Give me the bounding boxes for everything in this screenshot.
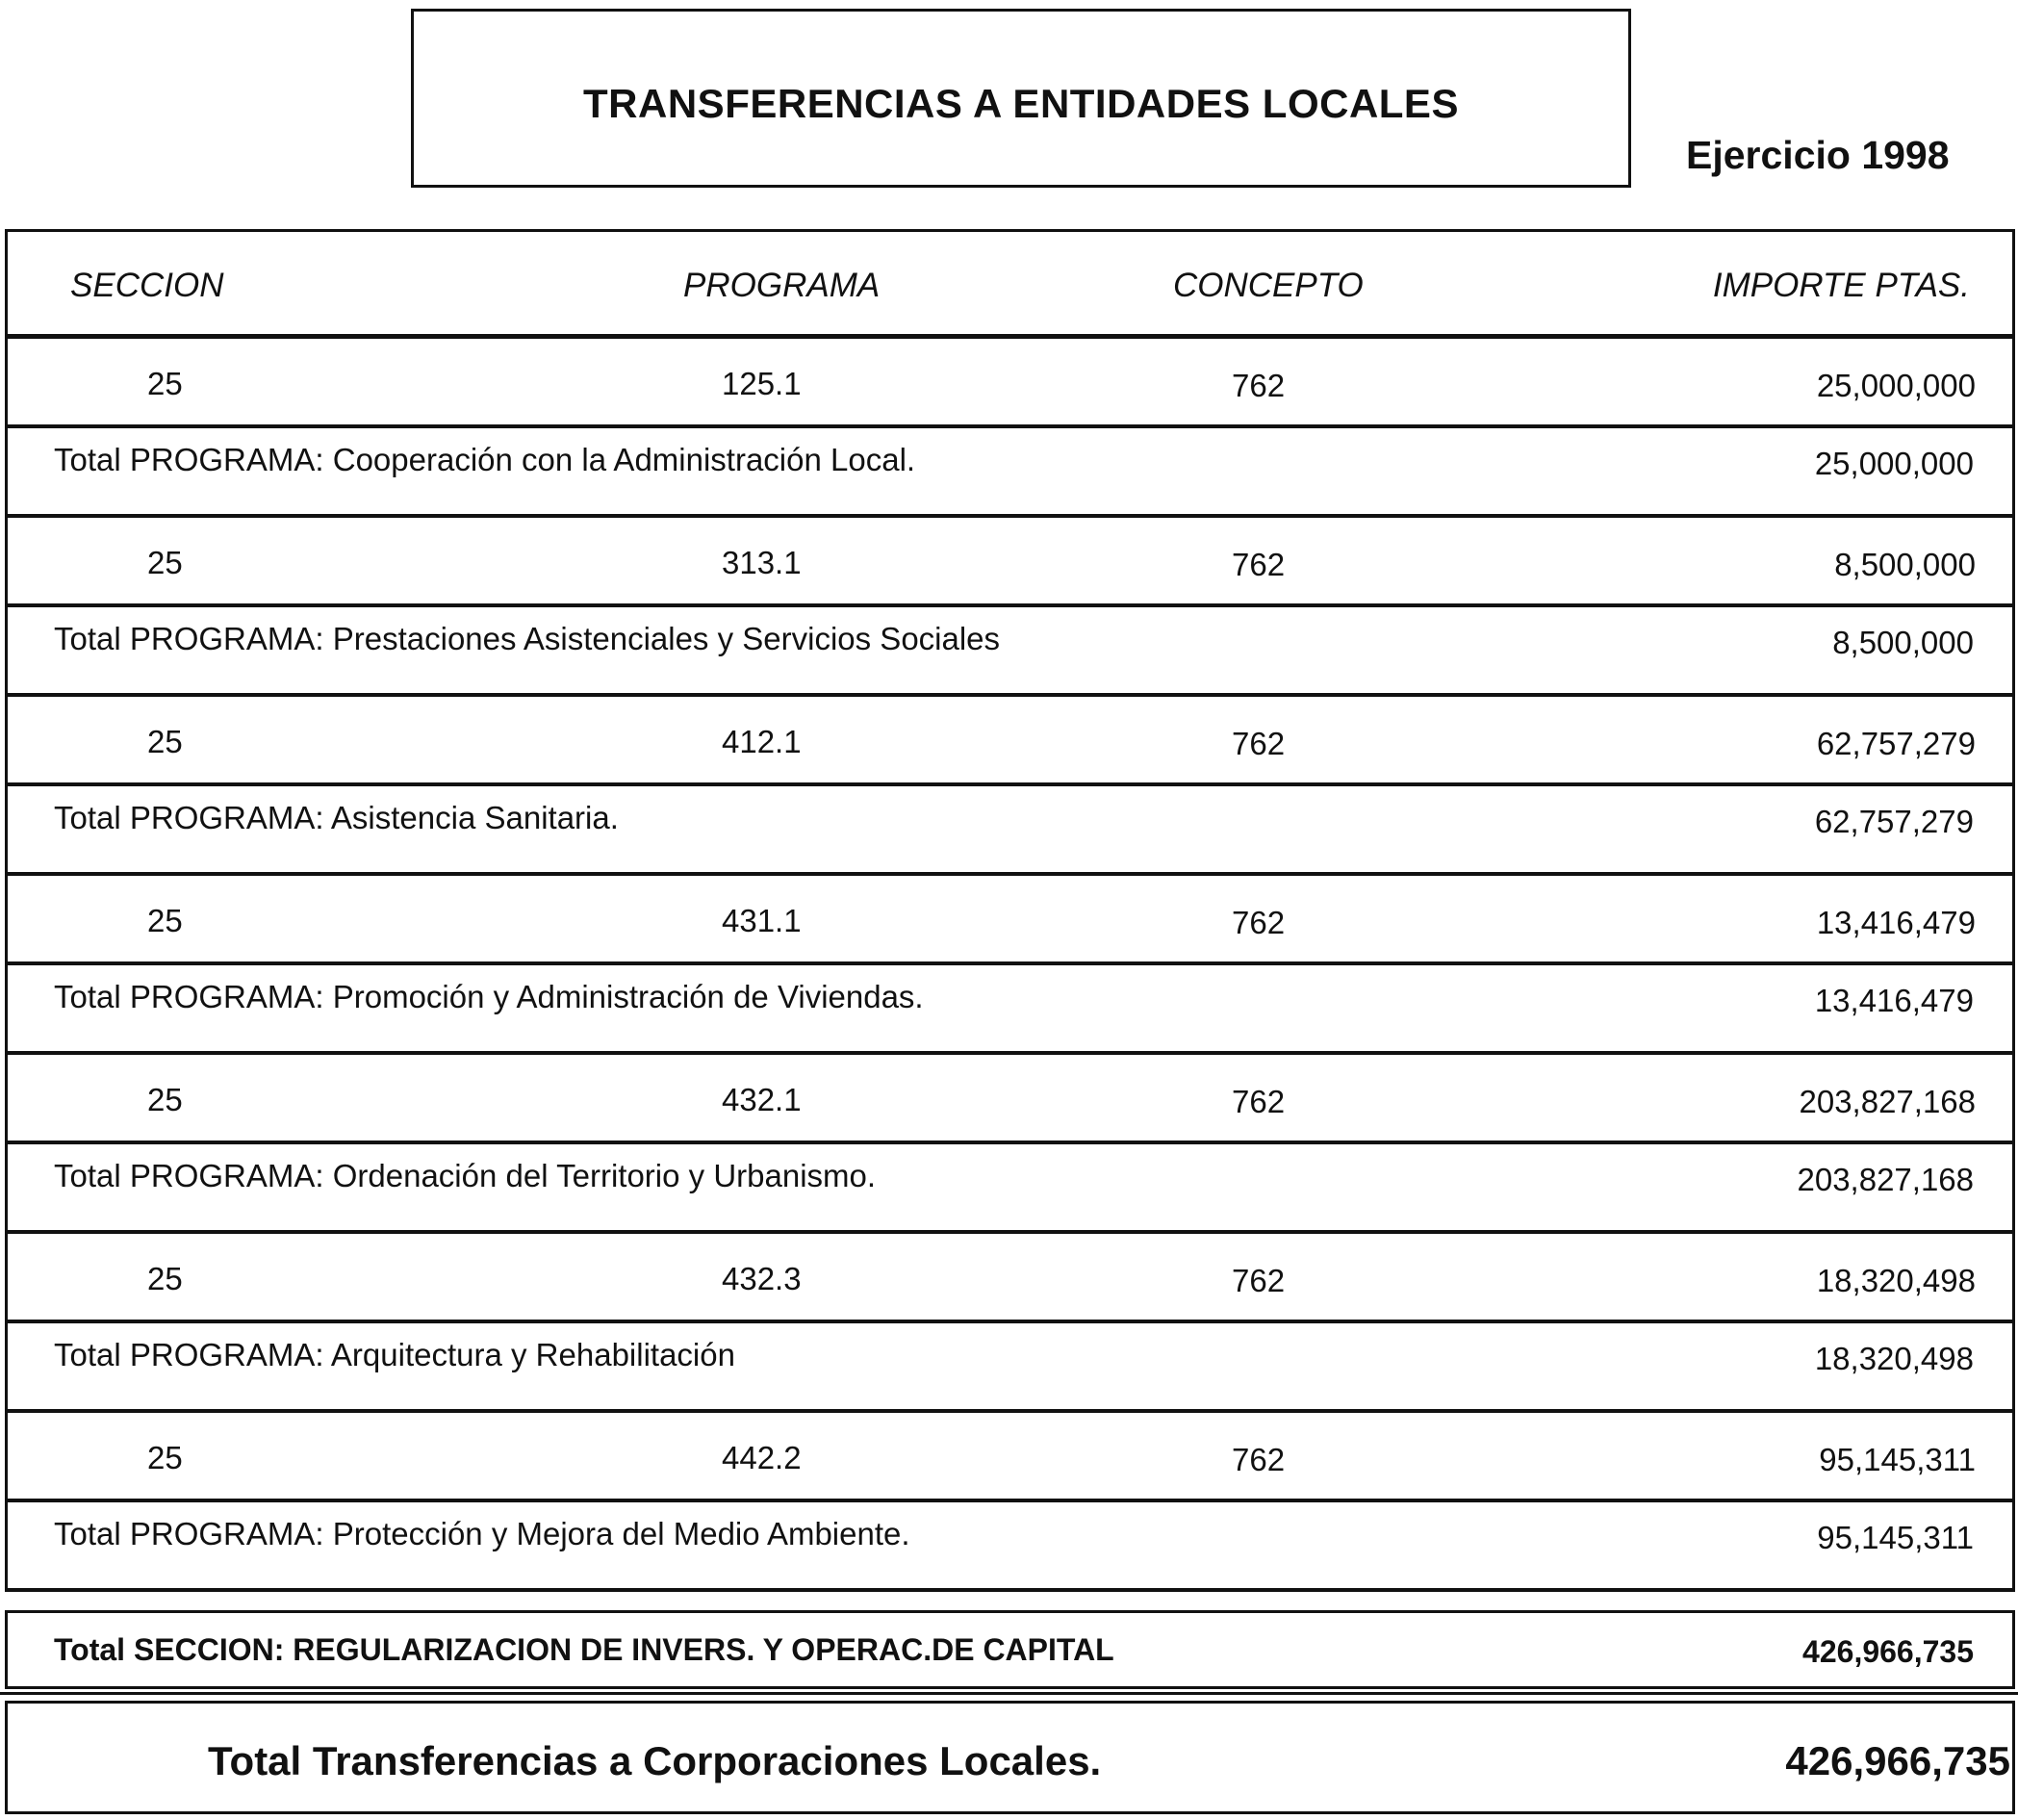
cell-concepto: 762	[1232, 368, 1286, 403]
cell-concepto: 762	[1232, 547, 1286, 582]
program-total-value: 25,000,000	[1814, 446, 1974, 481]
program-total-row	[5, 607, 2015, 697]
grand-total-label: Total Transferencias a Corporaciones Locales.	[208, 1738, 1102, 1783]
document-title: TRANSFERENCIAS A ENTIDADES LOCALES	[583, 81, 1459, 126]
program-total-label: Total PROGRAMA: Protección y Mejora del Medio Ambiente.	[54, 1516, 910, 1551]
program-total-row	[5, 1144, 2015, 1234]
program-total-label: Total PROGRAMA: Arquitectura y Rehabilitación	[54, 1337, 735, 1372]
cell-importe: 13,416,479	[1816, 905, 1976, 940]
header-programa: PROGRAMA	[683, 267, 881, 304]
cell-concepto: 762	[1232, 1442, 1286, 1477]
cell-programa: 313.1	[722, 545, 802, 580]
cell-programa: 431.1	[722, 903, 802, 938]
program-total-value: 13,416,479	[1814, 983, 1974, 1018]
cell-concepto: 762	[1232, 1084, 1286, 1119]
cell-concepto: 762	[1232, 726, 1286, 761]
fiscal-year: Ejercicio 1998	[1686, 133, 1950, 177]
table-row	[5, 697, 2015, 786]
table-row	[5, 339, 2015, 428]
header-seccion: SECCION	[70, 267, 224, 304]
cell-importe: 203,827,168	[1799, 1084, 1976, 1119]
program-total-label: Total PROGRAMA: Ordenación del Territorio y Urbanismo.	[54, 1158, 877, 1193]
program-total-value: 62,757,279	[1814, 804, 1974, 839]
program-total-label: Total PROGRAMA: Cooperación con la Administración Local.	[54, 442, 916, 477]
cell-importe: 18,320,498	[1816, 1263, 1976, 1298]
table-row	[5, 1055, 2015, 1144]
program-total-label: Total PROGRAMA: Asistencia Sanitaria.	[54, 800, 619, 835]
cell-seccion: 25	[147, 903, 183, 938]
cell-seccion: 25	[147, 366, 183, 401]
cell-seccion: 25	[147, 724, 183, 759]
cell-seccion: 25	[147, 1082, 183, 1117]
cell-concepto: 762	[1232, 905, 1286, 940]
program-total-row	[5, 1502, 2015, 1592]
title-box	[411, 9, 1631, 188]
program-total-label: Total PROGRAMA: Promoción y Administración de Viviendas.	[54, 979, 924, 1014]
divider	[0, 1692, 2018, 1695]
table-row	[5, 518, 2015, 607]
program-total-value: 203,827,168	[1797, 1162, 1974, 1197]
program-total-label: Total PROGRAMA: Prestaciones Asistenciales y Servicios Sociales	[54, 621, 1001, 656]
table-row	[5, 1234, 2015, 1323]
cell-importe: 62,757,279	[1816, 726, 1976, 761]
cell-programa: 125.1	[722, 366, 802, 401]
cell-concepto: 762	[1232, 1263, 1286, 1298]
cell-importe: 95,145,311	[1819, 1442, 1976, 1477]
cell-programa: 432.3	[722, 1261, 802, 1296]
cell-programa: 412.1	[722, 724, 802, 759]
table-row	[5, 1413, 2015, 1502]
seccion-total-label: Total SECCION: REGULARIZACION DE INVERS. Y OPERAC.DE CAPITAL	[54, 1632, 1114, 1667]
cell-seccion: 25	[147, 545, 183, 580]
program-total-row	[5, 428, 2015, 518]
program-total-value: 8,500,000	[1832, 625, 1974, 660]
cell-seccion: 25	[147, 1261, 183, 1296]
seccion-total-value: 426,966,735	[1802, 1634, 1974, 1669]
transfers-table	[5, 339, 2015, 1592]
program-total-row	[5, 1323, 2015, 1413]
seccion-total-row	[5, 1610, 2015, 1689]
program-total-value: 18,320,498	[1814, 1341, 1974, 1376]
header-concepto: CONCEPTO	[1173, 267, 1364, 304]
table-row	[5, 876, 2015, 965]
cell-programa: 442.2	[722, 1440, 802, 1475]
grand-total-value: 426,966,735	[1785, 1738, 2010, 1783]
program-total-row	[5, 786, 2015, 876]
cell-importe: 25,000,000	[1816, 368, 1976, 403]
cell-programa: 432.1	[722, 1082, 802, 1117]
program-total-value: 95,145,311	[1817, 1520, 1974, 1555]
grand-total-box	[5, 1701, 2015, 1814]
cell-seccion: 25	[147, 1440, 183, 1475]
program-total-row	[5, 965, 2015, 1055]
cell-importe: 8,500,000	[1834, 547, 1976, 582]
header-importe: IMPORTE PTAS.	[1712, 267, 1970, 304]
table-header	[5, 229, 2015, 339]
